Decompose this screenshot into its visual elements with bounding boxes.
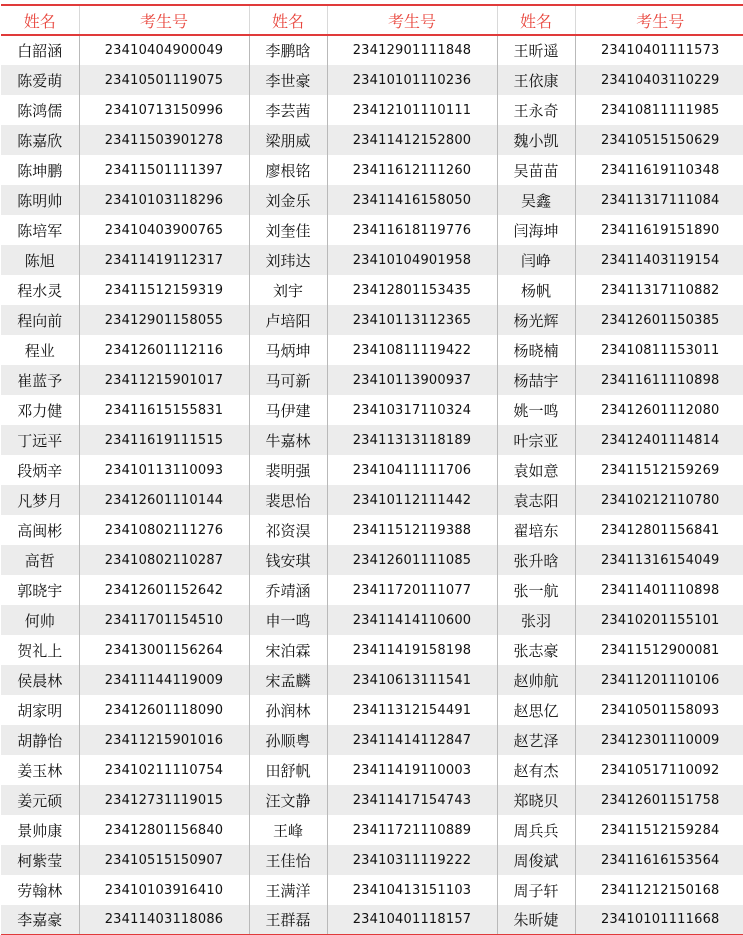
table-row	[1, 245, 743, 275]
candidate-name-cell: 王峰	[249, 815, 327, 845]
candidate-number-cell: 23412901158055	[79, 305, 249, 335]
candidate-name-cell: 段炳辛	[1, 455, 79, 485]
candidate-number-cell: 23411312154491	[327, 695, 497, 725]
header-id-2: 考生号	[327, 5, 497, 35]
candidate-name-cell: 申一鸣	[249, 605, 327, 635]
header-row	[1, 5, 743, 35]
candidate-number-cell: 23412801156841	[575, 515, 743, 545]
candidate-number-cell: 23410112111442	[327, 485, 497, 515]
candidate-name-cell: 王群磊	[249, 905, 327, 935]
candidate-name-cell: 杨喆宇	[497, 365, 575, 395]
candidate-name-cell: 刘金乐	[249, 185, 327, 215]
candidate-number-cell: 23411721110889	[327, 815, 497, 845]
candidate-number-cell: 23410211110754	[79, 755, 249, 785]
candidate-name-cell: 孙润林	[249, 695, 327, 725]
header-name-1: 姓名	[1, 5, 79, 35]
candidate-name-cell: 袁如意	[497, 455, 575, 485]
candidate-number-cell: 23410101110236	[327, 65, 497, 95]
candidate-number-cell: 23410101111668	[575, 905, 743, 935]
candidate-name-cell: 凡梦月	[1, 485, 79, 515]
candidate-number-cell: 23410811119422	[327, 335, 497, 365]
candidate-number-cell: 23410501119075	[79, 65, 249, 95]
candidate-name-cell: 裴明强	[249, 455, 327, 485]
candidate-name-cell: 姜玉林	[1, 755, 79, 785]
candidate-name-cell: 赵帅航	[497, 665, 575, 695]
candidate-name-cell: 宋泊霖	[249, 635, 327, 665]
candidate-name-cell: 杨光辉	[497, 305, 575, 335]
candidate-name-cell: 陈爱萌	[1, 65, 79, 95]
table-row	[1, 95, 743, 125]
candidate-name-cell: 邓力健	[1, 395, 79, 425]
candidate-number-cell: 23411512159319	[79, 275, 249, 305]
candidate-number-cell: 23411144119009	[79, 665, 249, 695]
candidate-number-cell: 23412801153435	[327, 275, 497, 305]
candidate-number-cell: 23411501111397	[79, 155, 249, 185]
candidate-number-cell: 23411313118189	[327, 425, 497, 455]
candidate-name-cell: 陈培军	[1, 215, 79, 245]
candidate-number-cell: 23412731119015	[79, 785, 249, 815]
candidate-name-cell: 马伊建	[249, 395, 327, 425]
candidate-name-cell: 张羽	[497, 605, 575, 635]
table-row	[1, 485, 743, 515]
candidate-name-cell: 高闽彬	[1, 515, 79, 545]
table-row	[1, 545, 743, 575]
candidate-number-cell: 23412601150385	[575, 305, 743, 335]
table-row	[1, 875, 743, 905]
table-row	[1, 695, 743, 725]
candidate-number-cell: 23411611110898	[575, 365, 743, 395]
candidate-number-cell: 23412601112080	[575, 395, 743, 425]
table-row	[1, 335, 743, 365]
candidate-number-cell: 23410411111706	[327, 455, 497, 485]
table-row	[1, 635, 743, 665]
candidate-name-cell: 李世豪	[249, 65, 327, 95]
candidate-number-cell: 23410311119222	[327, 845, 497, 875]
candidate-name-cell: 周兵兵	[497, 815, 575, 845]
candidate-name-cell: 魏小凯	[497, 125, 575, 155]
table-body	[1, 35, 743, 935]
table-row	[1, 455, 743, 485]
candidate-number-cell: 23410201155101	[575, 605, 743, 635]
candidate-number-cell: 23410403900765	[79, 215, 249, 245]
table-row	[1, 35, 743, 65]
candidate-name-cell: 高哲	[1, 545, 79, 575]
candidate-number-cell: 23412401114814	[575, 425, 743, 455]
candidate-number-cell: 23410401111573	[575, 35, 743, 65]
candidate-name-cell: 赵艺泽	[497, 725, 575, 755]
candidate-number-cell: 23411215901016	[79, 725, 249, 755]
candidate-number-cell: 23410613111541	[327, 665, 497, 695]
candidate-name-cell: 陈鸿儒	[1, 95, 79, 125]
candidate-name-cell: 张一航	[497, 575, 575, 605]
table-row	[1, 215, 743, 245]
candidate-number-cell: 23411417154743	[327, 785, 497, 815]
candidate-number-cell: 23410713150996	[79, 95, 249, 125]
candidate-number-cell: 23410515150907	[79, 845, 249, 875]
candidate-number-cell: 23410802111276	[79, 515, 249, 545]
candidate-number-cell: 23413001156264	[79, 635, 249, 665]
candidate-name-cell: 赵有杰	[497, 755, 575, 785]
candidate-name-cell: 翟培东	[497, 515, 575, 545]
candidate-name-cell: 祁资淏	[249, 515, 327, 545]
candidate-name-cell: 牛嘉林	[249, 425, 327, 455]
candidate-name-cell: 王昕遥	[497, 35, 575, 65]
candidate-number-cell: 23411419158198	[327, 635, 497, 665]
candidate-number-cell: 23410413151103	[327, 875, 497, 905]
table-row	[1, 785, 743, 815]
candidate-name-cell: 姜元硕	[1, 785, 79, 815]
candidate-name-cell: 张志豪	[497, 635, 575, 665]
candidate-number-cell: 23410113110093	[79, 455, 249, 485]
candidate-number-cell: 23411212150168	[575, 875, 743, 905]
candidate-name-cell: 陈嘉欣	[1, 125, 79, 155]
candidate-number-cell: 23411317110882	[575, 275, 743, 305]
candidate-number-cell: 23412601152642	[79, 575, 249, 605]
candidate-name-cell: 陈旭	[1, 245, 79, 275]
candidate-number-cell: 23411403119154	[575, 245, 743, 275]
candidate-name-cell: 杨帆	[497, 275, 575, 305]
candidate-number-cell: 23411720111077	[327, 575, 497, 605]
candidate-number-cell: 23410401118157	[327, 905, 497, 935]
candidate-name-cell: 侯晨林	[1, 665, 79, 695]
candidate-number-cell: 23412101110111	[327, 95, 497, 125]
candidate-name-cell: 李嘉豪	[1, 905, 79, 935]
candidate-name-cell: 程向前	[1, 305, 79, 335]
candidate-number-cell: 23411316154049	[575, 545, 743, 575]
candidate-name-cell: 陈明帅	[1, 185, 79, 215]
table-row	[1, 365, 743, 395]
candidate-number-cell: 23410103118296	[79, 185, 249, 215]
candidate-number-cell: 23411512119388	[327, 515, 497, 545]
candidate-number-cell: 23411619151890	[575, 215, 743, 245]
candidate-name-cell: 崔蓝予	[1, 365, 79, 395]
candidate-number-cell: 23411503901278	[79, 125, 249, 155]
candidate-number-cell: 23412301110009	[575, 725, 743, 755]
candidate-number-cell: 23411512159269	[575, 455, 743, 485]
header-id-3: 考生号	[575, 5, 743, 35]
candidate-number-cell: 23411412152800	[327, 125, 497, 155]
candidate-name-cell: 郭晓宇	[1, 575, 79, 605]
candidate-name-cell: 叶宗亚	[497, 425, 575, 455]
candidate-number-cell: 23410811111985	[575, 95, 743, 125]
table-row	[1, 725, 743, 755]
table-row	[1, 65, 743, 95]
candidate-number-cell: 23411419112317	[79, 245, 249, 275]
candidate-name-cell: 马炳坤	[249, 335, 327, 365]
table-row	[1, 185, 743, 215]
candidate-number-cell: 23412801156840	[79, 815, 249, 845]
candidate-number-cell: 23410501158093	[575, 695, 743, 725]
candidate-number-cell: 23411414110600	[327, 605, 497, 635]
candidate-number-cell: 23411615155831	[79, 395, 249, 425]
candidate-name-cell: 闫峥	[497, 245, 575, 275]
candidate-name-cell: 马可新	[249, 365, 327, 395]
table-row	[1, 125, 743, 155]
table-row	[1, 395, 743, 425]
candidate-number-cell: 23411512900081	[575, 635, 743, 665]
candidate-name-cell: 何帅	[1, 605, 79, 635]
candidate-number-cell: 23411403118086	[79, 905, 249, 935]
candidate-number-cell: 23411616153564	[575, 845, 743, 875]
header-name-3: 姓名	[497, 5, 575, 35]
candidate-name-cell: 刘玮达	[249, 245, 327, 275]
candidate-number-cell: 23411317111084	[575, 185, 743, 215]
candidate-name-cell: 李鹏晗	[249, 35, 327, 65]
table-row	[1, 665, 743, 695]
candidate-number-cell: 23410403110229	[575, 65, 743, 95]
candidate-number-cell: 23411618119776	[327, 215, 497, 245]
candidate-number-cell: 23410113900937	[327, 365, 497, 395]
candidate-name-cell: 劳翰林	[1, 875, 79, 905]
candidate-name-cell: 陈坤鹏	[1, 155, 79, 185]
candidate-name-cell: 赵思亿	[497, 695, 575, 725]
candidate-name-cell: 袁志阳	[497, 485, 575, 515]
table-row	[1, 815, 743, 845]
candidate-number-cell: 23410103916410	[79, 875, 249, 905]
candidate-number-cell: 23412601118090	[79, 695, 249, 725]
candidate-name-cell: 裴思怡	[249, 485, 327, 515]
candidate-name-cell: 王满洋	[249, 875, 327, 905]
candidate-name-cell: 姚一鸣	[497, 395, 575, 425]
candidate-number-cell: 23410113112365	[327, 305, 497, 335]
table-row	[1, 845, 743, 875]
candidate-name-cell: 汪文静	[249, 785, 327, 815]
candidate-name-cell: 刘宇	[249, 275, 327, 305]
candidate-number-cell: 23411215901017	[79, 365, 249, 395]
candidate-name-cell: 刘奎佳	[249, 215, 327, 245]
candidate-name-cell: 宋孟麟	[249, 665, 327, 695]
candidate-number-cell: 23412601151758	[575, 785, 743, 815]
candidate-number-cell: 23411619111515	[79, 425, 249, 455]
candidate-number-cell: 23410404900049	[79, 35, 249, 65]
candidate-number-cell: 23411701154510	[79, 605, 249, 635]
table-row	[1, 575, 743, 605]
candidate-name-cell: 景帅康	[1, 815, 79, 845]
candidate-name-cell: 李芸茜	[249, 95, 327, 125]
candidate-number-cell: 23411619110348	[575, 155, 743, 185]
candidate-name-cell: 田舒帆	[249, 755, 327, 785]
candidate-name-cell: 吴鑫	[497, 185, 575, 215]
table-row	[1, 755, 743, 785]
candidate-name-cell: 郑晓贝	[497, 785, 575, 815]
candidate-number-cell: 23410517110092	[575, 755, 743, 785]
candidate-number-cell: 23411512159284	[575, 815, 743, 845]
candidate-number-cell: 23410104901958	[327, 245, 497, 275]
candidate-name-cell: 胡家明	[1, 695, 79, 725]
table-row	[1, 275, 743, 305]
candidate-name-cell: 王依康	[497, 65, 575, 95]
header-id-1: 考生号	[79, 5, 249, 35]
candidate-number-cell: 23411419110003	[327, 755, 497, 785]
candidate-name-cell: 程业	[1, 335, 79, 365]
table-row	[1, 515, 743, 545]
candidate-name-cell: 柯紫莹	[1, 845, 79, 875]
candidate-name-cell: 闫海坤	[497, 215, 575, 245]
table-row	[1, 425, 743, 455]
candidate-name-cell: 丁远平	[1, 425, 79, 455]
candidate-number-cell: 23411201110106	[575, 665, 743, 695]
candidate-number-cell: 23412901111848	[327, 35, 497, 65]
candidate-name-cell: 程水灵	[1, 275, 79, 305]
candidate-number-cell: 23411414112847	[327, 725, 497, 755]
candidate-name-cell: 朱昕婕	[497, 905, 575, 935]
candidate-name-cell: 乔靖涵	[249, 575, 327, 605]
candidate-name-cell: 廖根铭	[249, 155, 327, 185]
candidate-number-cell: 23410811153011	[575, 335, 743, 365]
candidate-name-cell: 胡静怡	[1, 725, 79, 755]
candidate-name-cell: 张升晗	[497, 545, 575, 575]
candidate-number-cell: 23411612111260	[327, 155, 497, 185]
candidate-name-cell: 杨晓楠	[497, 335, 575, 365]
candidate-name-cell: 孙顺粤	[249, 725, 327, 755]
candidate-name-cell: 周子轩	[497, 875, 575, 905]
candidate-number-cell: 23412601112116	[79, 335, 249, 365]
table-row	[1, 155, 743, 185]
candidate-number-cell: 23412601110144	[79, 485, 249, 515]
candidate-number-cell: 23411401110898	[575, 575, 743, 605]
candidate-number-cell: 23410802110287	[79, 545, 249, 575]
candidate-name-cell: 白韶涵	[1, 35, 79, 65]
candidate-name-cell: 吴苗苗	[497, 155, 575, 185]
candidate-name-cell: 梁朋威	[249, 125, 327, 155]
candidate-name-cell: 卢培阳	[249, 305, 327, 335]
candidate-number-cell: 23412601111085	[327, 545, 497, 575]
header-name-2: 姓名	[249, 5, 327, 35]
table-row	[1, 605, 743, 635]
candidate-number-cell: 23410515150629	[575, 125, 743, 155]
candidate-name-cell: 王永奇	[497, 95, 575, 125]
candidate-name-cell: 王佳怡	[249, 845, 327, 875]
candidate-name-cell: 周俊斌	[497, 845, 575, 875]
candidate-number-cell: 23410212110780	[575, 485, 743, 515]
candidate-name-cell: 钱安琪	[249, 545, 327, 575]
table-row	[1, 905, 743, 935]
table-row	[1, 305, 743, 335]
candidate-name-cell: 贺礼上	[1, 635, 79, 665]
candidate-number-cell: 23410317110324	[327, 395, 497, 425]
candidate-table	[1, 4, 743, 935]
candidate-number-cell: 23411416158050	[327, 185, 497, 215]
